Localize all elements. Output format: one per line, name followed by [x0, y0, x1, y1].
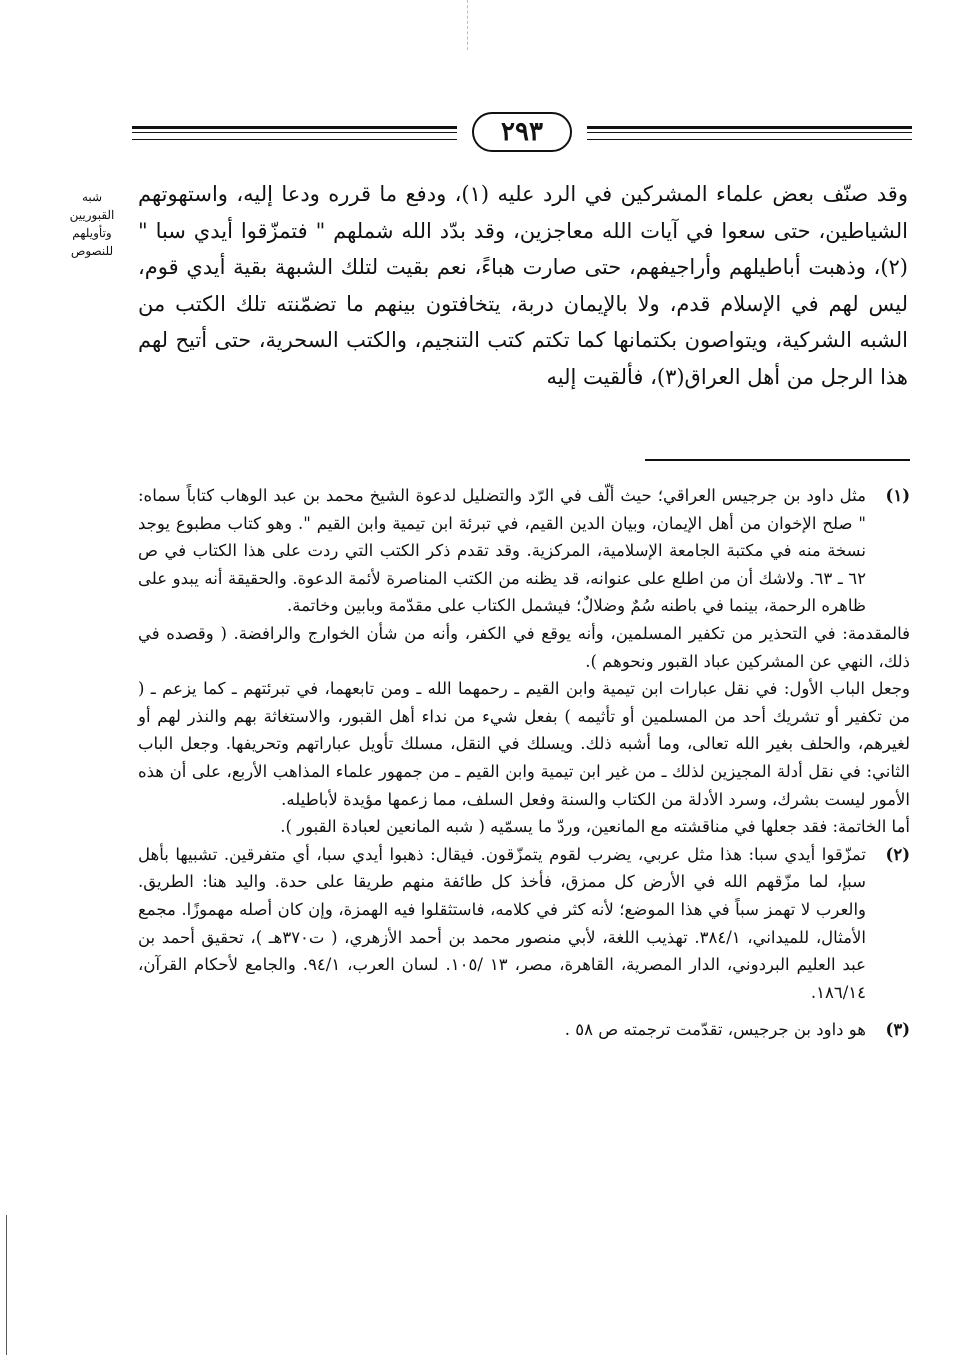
header-rule-right — [587, 126, 912, 140]
footnote-paragraph: أما الخاتمة: فقد جعلها في مناقشته مع المانعين، وردّ ما يسمّيه ( شبه المانعين لعبادة القبور ). — [280, 817, 910, 837]
margin-note: شبه القبوريين وتأويلهم للنصوص — [69, 190, 115, 258]
page-number: ٢٩٣ — [472, 112, 572, 152]
main-paragraph: وقد صنّف بعض علماء المشركين في الرد عليه (١)، ودفع ما قرره ودعا إليه، واستهوتهم الشياطين، حتى سعوا في آيات الله معاجزين، وقد بدّد الله شملهم " فتمزّقوا أيدي سبا " (٢)، وذهبت أباطيلهم وأراجيفهم، حتى صارت هباءً، نعم بقيت لتلك الشبهة بقية أيدي قوم، ليس لهم في الإسلام قدم، ولا بالإيمان دربة، يتخافتون بينهم ما تضمّنته تلك الكتب من الشبه الشركية، ويتواصون بكتمانها كما تكتم كتب التنجيم، والكتب السحرية، حتى أتيح لهم هذا الرجل من أهل العراق(٣)، فألقيت إليه — [138, 182, 908, 389]
footnote-marker: (٢) — [885, 844, 910, 864]
footnote-paragraph: تمزّقوا أيدي سبا: هذا مثل عربي، يضرب لقوم يتمزّقون. فيقال: ذهبوا أيدي سبا، أي متفرقين. تشبيها بأهل سبإ، لما مزّقهم الله في الأرض كل ممزق، فأخذ كل طائفة منهم طريقا على حدة. واليد هنا: الطريق. والعرب لا تهمز سباً في هذا الموضع؛ لأنه كثر في كلامه، فاستثقلوا فيه الهمزة، وإن كان أصله مهموزًا. مجمع الأمثال، للميداني، ٣٨٤/١. تهذيب اللغة، لأبي منصور محمد بن أحمد الأزهري، ( ت٣٧٠هـ )، تحقيق أحمد بن عبد العليم البردوني، الدار المصرية، القاهرة، مصر، ١٣ /١٠٥. لسان العرب، ٩٤/١. والجامع لأحكام القرآن، ١٨٦/١٤. — [138, 844, 867, 1002]
footnote-marker: (١) — [885, 486, 910, 505]
footnote-paragraph: هو داود بن جرجيس، تقدّمت ترجمته ص ٥٨ . — [564, 1020, 866, 1040]
footnote-paragraph: مثل داود بن جرجيس العراقي؛ حيث ألّف في الرّد والتضليل لدعوة الشيخ محمد بن عبد الوهاب كتاباً سماه: " صلح الإخوان من أهل الإيمان، وبيان الدين القيم، في تبرئة ابن تيمية وابن القيم ". وهو كتاب مطبوع يوجد نسخة منه في مكتبة الجامعة الإسلامية، المركزية. وقد تقدم ذكر الكتب التي ردت على هذا الكتاب في ص ٦٢ ـ ٦٣. ولاشك أن من اطلع على عنوانه، قد يظنه من الكتب المناصرة لأئمة الدعوة. والحقيقة أنه يبدو على ظاهره الرحمة، بينما في باطنه سُمٌ وضلالٌ؛ فيشمل الكتاب على مقدّمة وبابين وخاتمة. — [138, 486, 866, 616]
footnote-paragraph: فالمقدمة: في التحذير من تكفير المسلمين، وأنه يوقع في الكفر، وأنه من شأن الخوارج والرافضة. ( وقصده في ذلك، النهي عن المشركين عباد القبور ونحوهم ). — [138, 623, 910, 671]
main-text — [138, 176, 908, 395]
footnote-3 — [138, 1016, 910, 1044]
scan-mark — [467, 0, 468, 50]
scan-margin-line — [6, 1215, 7, 1355]
footnote-marker: (٣) — [885, 1020, 910, 1040]
page-header — [132, 112, 912, 158]
footnotes — [138, 482, 910, 1044]
footnote-2 — [138, 841, 910, 1007]
footnote-1 — [138, 482, 910, 841]
header-rule-left — [132, 126, 457, 140]
footnote-paragraph: وجعل الباب الأول: في نقل عبارات ابن تيمية وابن القيم ـ رحمهما الله ـ ومن تابعهما، في تبرئتهم ـ كما يزعم ـ ( من تكفير أو تشريك أحد من المسلمين أو تأثيمه ) بفعل شيء من نداء أهل القبور، والاستغاثة بهم والنذر لهم أو لغيرهم، والحلف بغير الله تعالى، وما أشبه ذلك. ويسلك في النقل، مسلك تأويل عباراتهم وتحريفها. وجعل الباب الثاني: في نقل أدلة المجيزين لذلك ـ من غير ابن تيمية وابن القيم ـ من جمهور علماء المذاهب الأربع، على أن هذه الأمور ليست بشرك، وسرد الأدلة من الكتاب والسنة وفعل السلف، مما زعمها مؤيدة لأباطيله. — [138, 679, 910, 809]
footnote-separator — [645, 459, 910, 461]
